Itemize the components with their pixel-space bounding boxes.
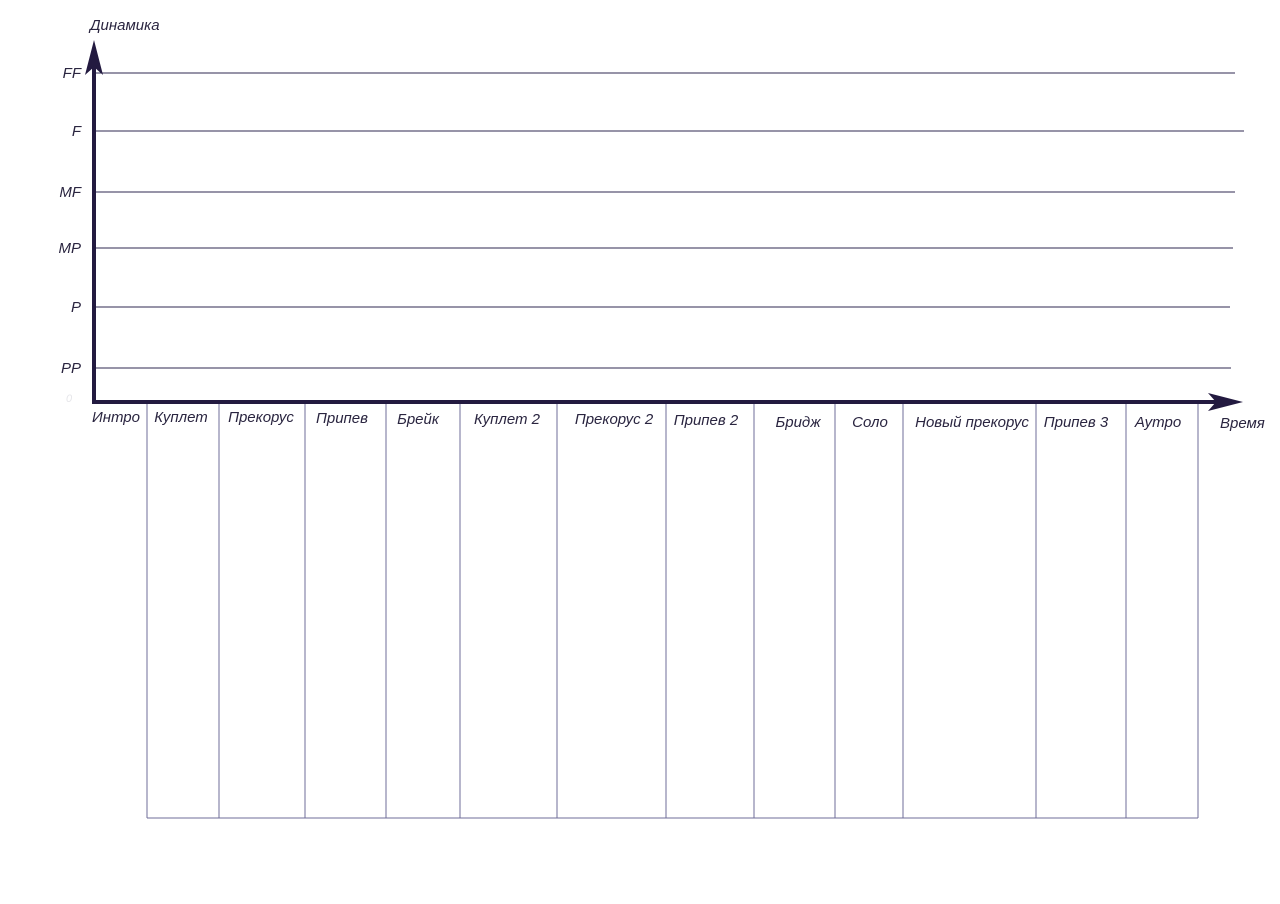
section-label-соло: Соло bbox=[852, 414, 888, 431]
section-label-прекорус-2: Прекорус 2 bbox=[574, 411, 654, 428]
dynamic-label-pp: PP bbox=[60, 360, 81, 377]
section-label-прекорус: Прекорус bbox=[228, 409, 294, 426]
y-axis-title: Динамика bbox=[90, 17, 160, 34]
dynamic-label-f: F bbox=[71, 123, 81, 140]
section-label-новый-прекорус: Новый прекорус bbox=[915, 414, 1029, 431]
dynamic-grid-lines bbox=[96, 73, 1244, 368]
dynamic-label-mp: MP bbox=[58, 240, 81, 257]
dynamic-label-ff: FF bbox=[62, 65, 81, 82]
section-table bbox=[147, 404, 1198, 818]
section-label-припев: Припев bbox=[316, 410, 368, 427]
x-axis-title: Время bbox=[1220, 415, 1265, 432]
section-labels bbox=[92, 409, 1181, 431]
section-label-куплет: Куплет bbox=[154, 409, 208, 426]
origin-label: 0 bbox=[66, 393, 73, 405]
section-label-припев-3: Припев 3 bbox=[1043, 414, 1109, 431]
section-label-аутро: Аутро bbox=[1134, 414, 1182, 431]
dynamic-label-p: P bbox=[70, 299, 81, 316]
dynamic-level-labels bbox=[59, 65, 82, 377]
axes bbox=[85, 40, 1243, 411]
section-label-брейк: Брейк bbox=[397, 411, 439, 428]
section-label-куплет-2: Куплет 2 bbox=[473, 411, 541, 428]
section-label-интро: Интро bbox=[92, 409, 140, 426]
section-label-бридж: Бридж bbox=[775, 414, 821, 431]
section-label-припев-2: Припев 2 bbox=[673, 412, 739, 429]
dynamic-label-mf: MF bbox=[59, 184, 81, 201]
